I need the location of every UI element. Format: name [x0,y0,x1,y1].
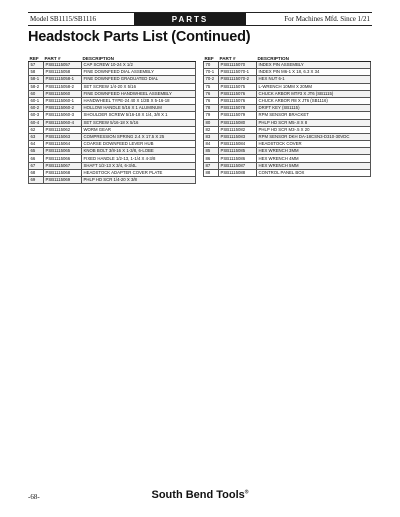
table-row [29,69,196,76]
part-number-cell: PSB1115062 [44,126,82,133]
part-number-cell: PSB1115088 [219,169,257,176]
part-number-cell: PSB1115083 [219,133,257,140]
table-row [29,169,196,176]
description-column-header: DESCRIPTION [257,55,371,62]
ref-cell: 66 [29,155,44,162]
section-tab: PARTS [134,13,246,25]
part-number-cell: PSB1115060-3 [44,112,82,119]
table-row [204,69,371,76]
description-column-header: DESCRIPTION [82,55,196,62]
description-cell: CAP SCREW 10-24 X 1/2 [82,62,196,69]
description-cell: CHUCK ARBOR MT#3 X JT6 (SB1115) [257,90,371,97]
ref-column-header: REF [204,55,219,62]
part-number-cell: PSB1115065 [44,148,82,155]
part-number-cell: PSB1115067 [44,162,82,169]
table-row [204,97,371,104]
part-number-cell: PSB1115057 [44,62,82,69]
description-cell: HEX WRENCH 4MM [257,155,371,162]
part-number-cell: PSB1115076 [219,97,257,104]
table-row [204,169,371,176]
table-row [204,62,371,69]
description-cell: DRIFT KEY (SB1115) [257,105,371,112]
table-row [204,119,371,126]
description-cell: PHLP HD SCR M5-.8 X 8 [257,119,371,126]
table-row [29,83,196,90]
description-cell: CONTROL PANEL BOX [257,169,371,176]
model-label: Model SB1115/SB1116 [30,15,97,23]
ref-cell: 75 [204,83,219,90]
part-number-cell: PSB1115070-1 [219,69,257,76]
parts-table-left-body [29,62,196,184]
table-row [204,162,371,169]
part-number-cell: PSB1115084 [219,141,257,148]
description-cell: FINE DOWNFEED DIAL ASSEMBLY [82,69,196,76]
part-number-cell: PSB1115063 [44,133,82,140]
table-row [204,148,371,155]
part-number-cell: PSB1115085 [219,148,257,155]
part-number-cell: PSB1115068 [44,169,82,176]
part-number-cell: PSB1115060-1 [44,97,82,104]
ref-cell: 70 [204,62,219,69]
ref-cell: 65 [29,148,44,155]
table-row [29,90,196,97]
parts-table-right-body [204,62,371,177]
part-column-header: PART # [219,55,257,62]
ref-cell: 60-2 [29,105,44,112]
part-column-header: PART # [44,55,82,62]
ref-cell: 84 [204,141,219,148]
table-row [204,112,371,119]
table-row [29,148,196,155]
ref-cell: 60-1 [29,97,44,104]
table-row [29,62,196,69]
table-row [204,90,371,97]
ref-cell: 87 [204,162,219,169]
description-cell: HEX WRENCH 5MM [257,162,371,169]
part-number-cell: PSB1115060 [44,90,82,97]
ref-column-header: REF [29,55,44,62]
description-cell: INDEX PIN M6-1 X 18, 6.3 X 34 [257,69,371,76]
part-number-cell: PSB1115078 [219,105,257,112]
description-cell: HOLLOW HANDLE 5/16 X 1 ALUMINUM [82,105,196,112]
ref-cell: 63 [29,133,44,140]
part-number-cell: PSB1115070 [219,62,257,69]
parts-table-right [203,55,371,177]
table-row [29,119,196,126]
description-cell: COARSE DOWNFEED LEVER HUB [82,141,196,148]
description-cell: PHLP HD SCR M3-.5 X 20 [257,126,371,133]
description-cell: INDEX PIN ASSEMBLY [257,62,371,69]
description-cell: HEADSTOCK ADAPTER COVER PLATE [82,169,196,176]
part-number-cell: PSB1115076 [219,90,257,97]
table-row [29,112,196,119]
description-cell: SHOULDER SCREW 5/16-18 X 1/4, 3/8 X 1 [82,112,196,119]
table-row [29,97,196,104]
ref-cell: 58 [29,69,44,76]
manufacture-date-label: For Machines Mfd. Since 1/21 [284,15,370,23]
registered-mark: ® [244,489,249,496]
table-row [29,105,196,112]
ref-cell: 88 [204,169,219,176]
table-row [29,126,196,133]
ref-cell: 68 [29,169,44,176]
ref-cell: 86 [204,155,219,162]
description-cell: HANDWHEEL TYPE-24 40 X 1/2B X 5-16-18 [82,97,196,104]
part-number-cell: PSB1115087 [219,162,257,169]
part-number-cell: PSB1115080 [219,119,257,126]
description-cell: HEADSTOCK COVER [257,141,371,148]
ref-cell: 64 [29,141,44,148]
running-header [28,12,372,26]
description-cell: FINE DOWNFEED HANDWHEEL ASSEMBLY [82,90,196,97]
parts-table-left [28,55,196,184]
ref-cell: 79 [204,112,219,119]
part-number-cell: PSB1115082 [219,126,257,133]
ref-cell: 60-4 [29,119,44,126]
description-cell: SET SCREW 1/4-20 X 5/16 [82,83,196,90]
ref-cell: 76 [204,90,219,97]
description-cell: PHLP HD SCR 1/4-20 X 3/8 [82,177,196,184]
part-number-cell: PSB1115075 [219,83,257,90]
table-row [204,83,371,90]
brand-name: South Bend Tools [151,489,245,501]
ref-cell: 69 [29,177,44,184]
ref-cell: 58-1 [29,76,44,83]
part-number-cell: PSB1115058 [44,69,82,76]
page-title: Headstock Parts List (Continued) [28,29,251,45]
part-number-cell: PSB1115058-1 [44,76,82,83]
ref-cell: 57 [29,62,44,69]
ref-cell: 70-1 [204,69,219,76]
description-cell: HEX WRENCH 3MM [257,148,371,155]
description-cell: COMPRESSION SPRING 2.4 X 17.5 X 25 [82,133,196,140]
description-cell: L-WRENCH 10MM X 20MM [257,83,371,90]
description-cell: CHUCK ARBOR R8 X JT6 (SB1116) [257,97,371,104]
part-number-cell: PSB1115064 [44,141,82,148]
ref-cell: 70-2 [204,76,219,83]
description-cell: RPM SENSOR DKH DA-18CSN3-D310-30VDC [257,133,371,140]
table-row [204,155,371,162]
table-row [29,162,196,169]
table-row [204,133,371,140]
ref-cell: 76 [204,97,219,104]
table-row [204,76,371,83]
part-number-cell: PSB1115066 [44,155,82,162]
ref-cell: 85 [204,148,219,155]
ref-cell: 60-3 [29,112,44,119]
part-number-cell: PSB1115069 [44,177,82,184]
description-cell: KNOB BOLT 3/8-16 X 1-3/8, 6-LOBE [82,148,196,155]
description-cell: FIXED HANDLE 1/2-13, 1-1/4 X 4-3/8 [82,155,196,162]
table-row [29,155,196,162]
description-cell: WORM GEAR [82,126,196,133]
part-number-cell: PSB1115058-2 [44,83,82,90]
description-cell: SHAFT 1/2-13 X 3/4, 6-3/4L [82,162,196,169]
table-row [29,141,196,148]
ref-cell: 67 [29,162,44,169]
part-number-cell: PSB1115079 [219,112,257,119]
table-row [204,105,371,112]
table-row [204,141,371,148]
table-row [29,177,196,184]
ref-cell: 60 [29,90,44,97]
ref-cell: 82 [204,126,219,133]
ref-cell: 83 [204,133,219,140]
description-cell: HEX NUT 6-1 [257,76,371,83]
part-number-cell: PSB1115086 [219,155,257,162]
brand-footer [0,489,400,501]
part-number-cell: PSB1115060-4 [44,119,82,126]
table-row [29,76,196,83]
ref-cell: 62 [29,126,44,133]
part-number-cell: PSB1115070-2 [219,76,257,83]
ref-cell: 58-2 [29,83,44,90]
ref-cell: 78 [204,105,219,112]
table-row [29,133,196,140]
description-cell: FINE DOWNFEED GRADUATED DIAL [82,76,196,83]
page-number: -68- [28,493,40,501]
ref-cell: 80 [204,119,219,126]
part-number-cell: PSB1115060-2 [44,105,82,112]
description-cell: RPM SENSOR BRACKET [257,112,371,119]
table-row [204,126,371,133]
description-cell: SET SCREW 5/16-18 X 5/16 [82,119,196,126]
